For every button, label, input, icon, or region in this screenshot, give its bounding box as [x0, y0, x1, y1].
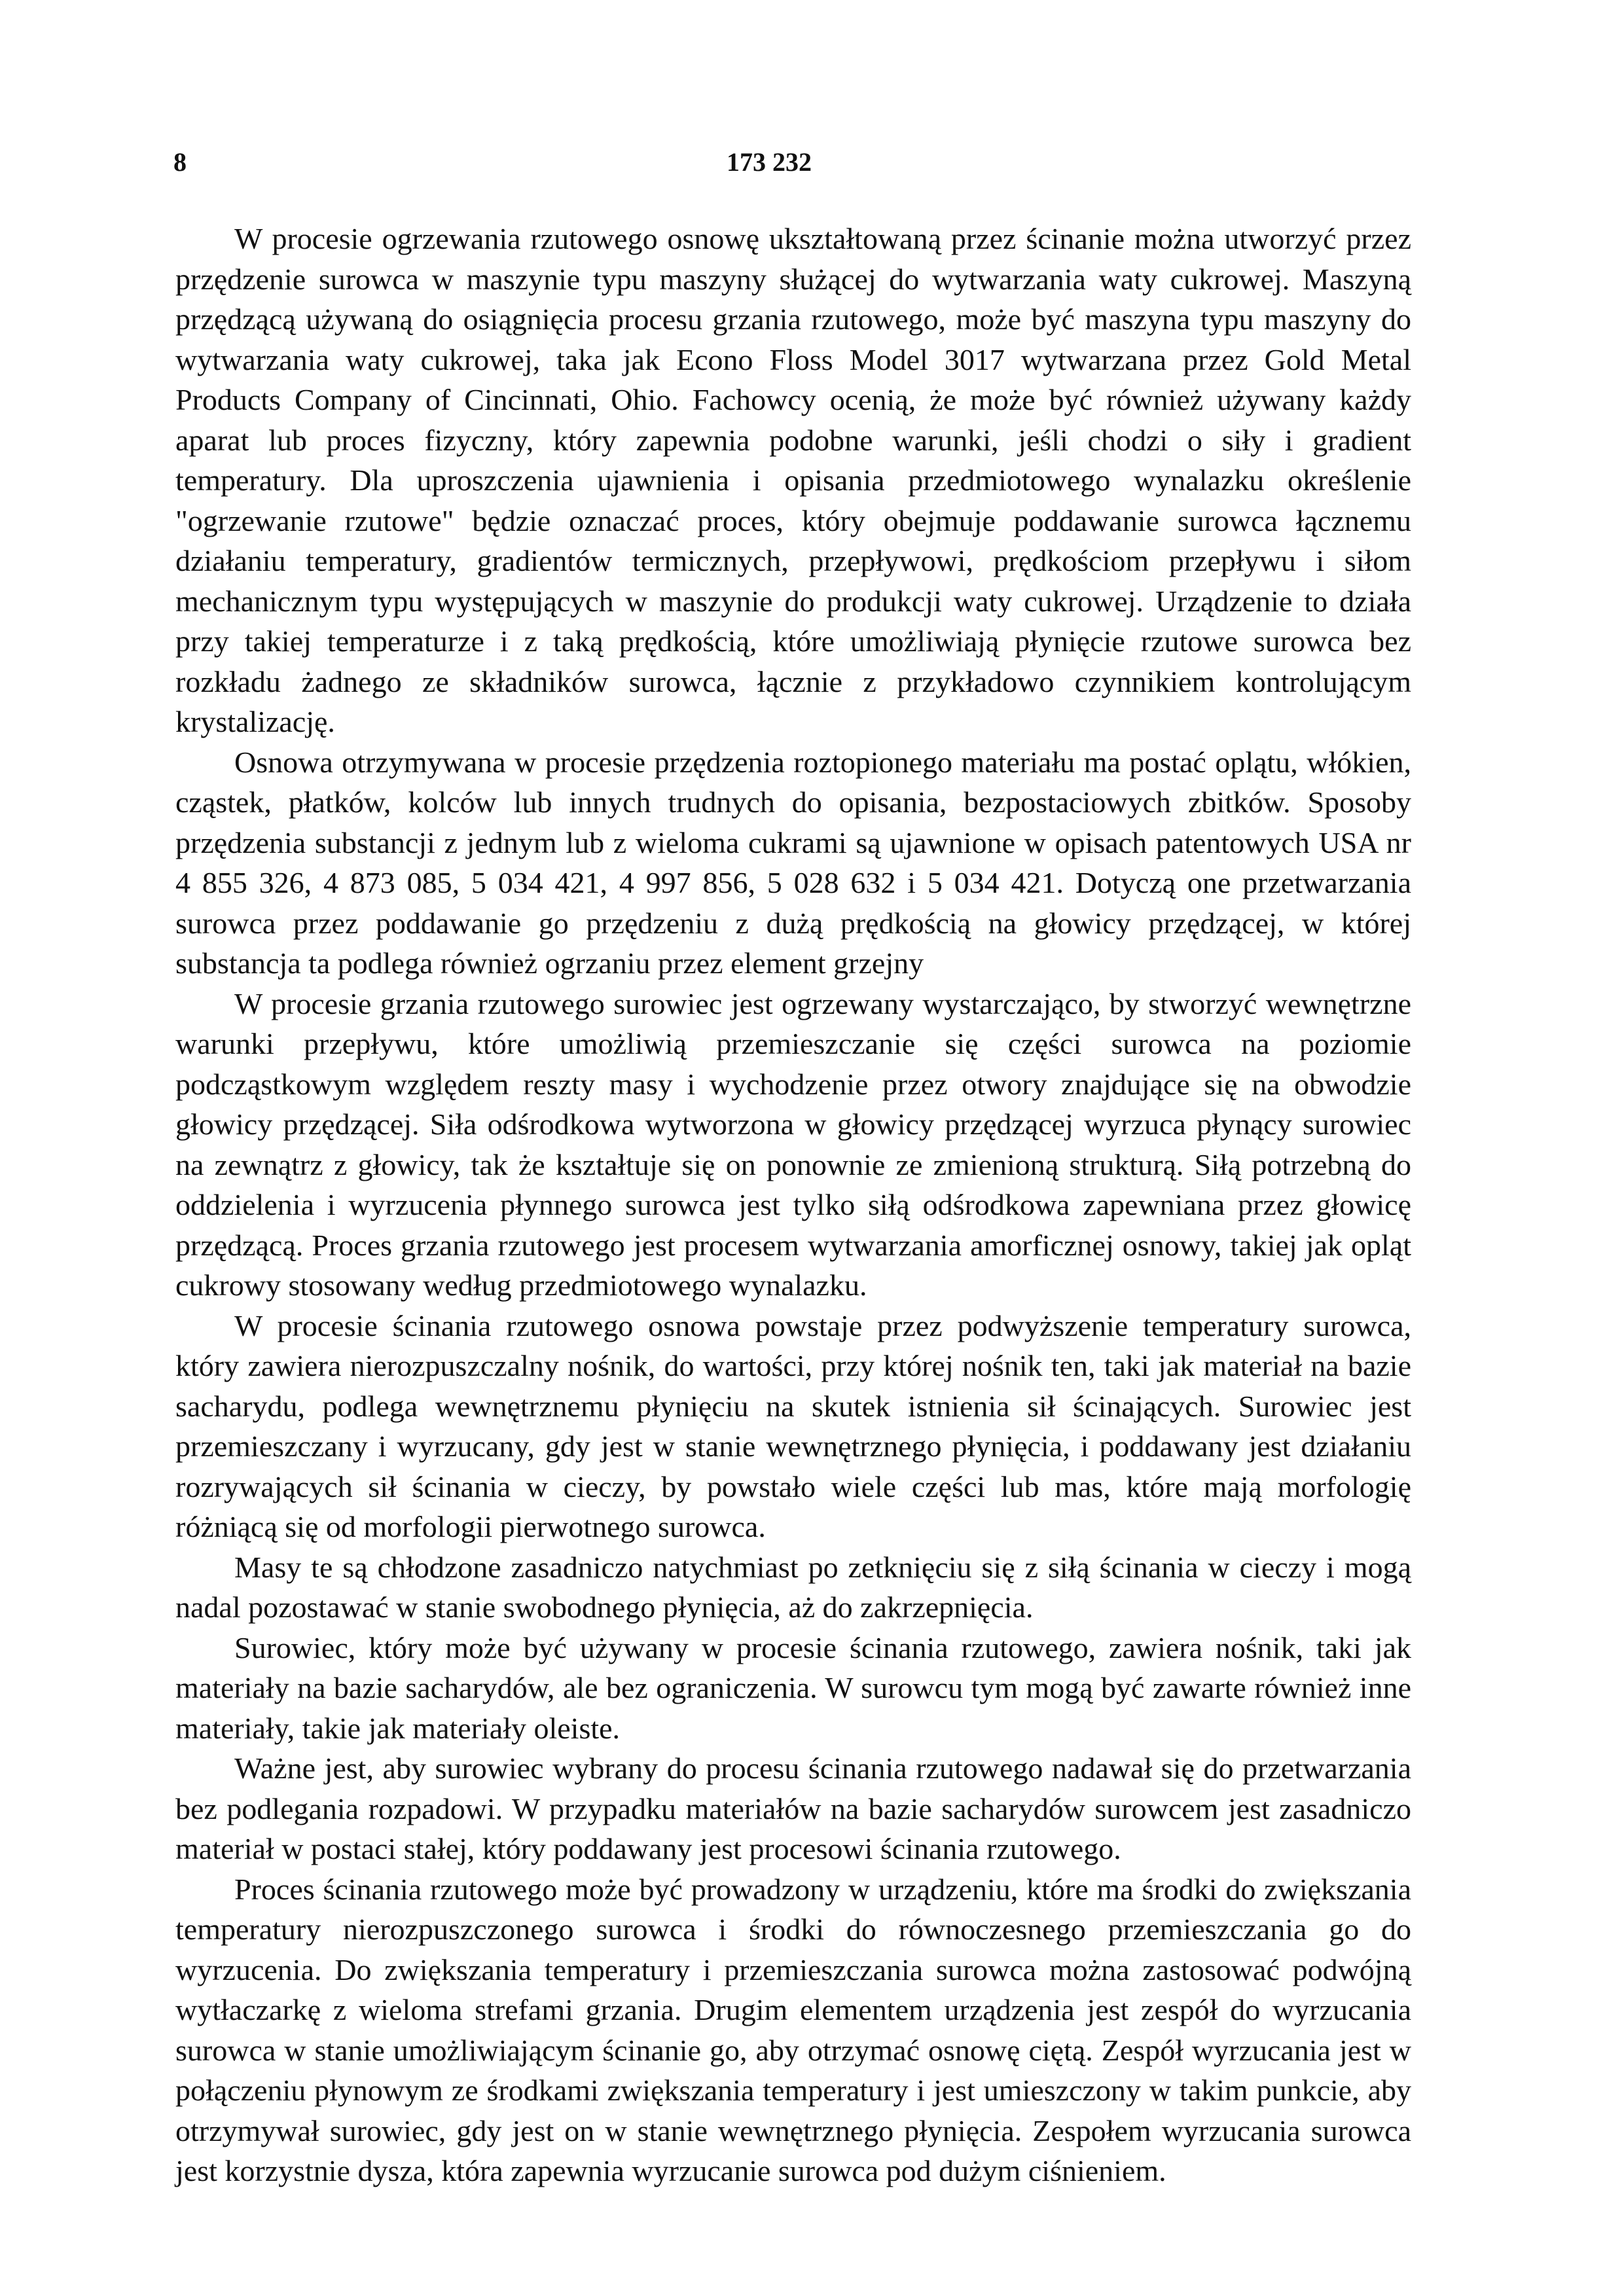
paragraph: Masy te są chłodzone zasadniczo natychmiast po zetknięciu się z siłą ścinania w cieczy i mogą nadal pozostawać w stanie swobodnego płynięcia, aż do zakrzepnięcia.: [175, 1550, 1411, 1624]
paragraph: Osnowa otrzymywana w procesie przędzenia roztopionego materiału ma postać oplątu, włókien, cząstek, płatków, kolców lub innych trudnych do opisania, bezpostaciowych zbitków. Sposoby przędzenia substancji z jednym lub z wieloma cukrami są ujawnione w opisach patentowych USA nr 4 855 326, 4 873 085, 5 034 421, 4 997 856, 5 028 632 i 5 034 421. Dotyczą one przetwarzania surowca przez poddawanie go przędzeniu z dużą prędkością na głowicy przędzącej, w której substancja ta podlega również ogrzaniu przez element grzejny: [175, 745, 1411, 980]
body-text: [175, 219, 1411, 2191]
paragraph: W procesie ogrzewania rzutowego osnowę ukształtowaną przez ścinanie można utworzyć przez przędzenie surowca w maszynie typu maszyny służącej do wytwarzania waty cukrowej. Maszyną przędzącą używaną do osiągnięcia procesu grzania rzutowego, może być maszyna typu maszyny do wytwarzania waty cukrowej, taka jak Econo Floss Model 3017 wytwarzana przez Gold Metal Products Company of Cincinnati, Ohio. Fachowcy ocenią, że może być również używany każdy aparat lub proces fizyczny, który zapewnia podobne warunki, jeśli chodzi o siły i gradient temperatury. Dla uproszczenia ujawnienia i opisania przedmiotowego wynalazku określenie "ogrzewanie rzutowe" będzie oznaczać proces, który obejmuje poddawanie surowca łącznemu działaniu temperatury, gradientów termicznych, przepływowi, prędkościom przepływu i siłom mechanicznym typu występujących w maszynie do produkcji waty cukrowej. Urządzenie to działa przy takiej temperaturze i z taką prędkością, które umożliwiają płynięcie rzutowe surowca bez rozkładu żadnego ze składników surowca, łącznie z przykładowo czynnikiem kontrolującym krystalizację.: [175, 222, 1411, 738]
paragraph: Ważne jest, aby surowiec wybrany do procesu ścinania rzutowego nadawał się do przetwarzania bez podlegania rozpadowi. W przypadku materiałów na bazie sacharydów surowcem jest zasadniczo materiał w postaci stałej, który poddawany jest procesowi ścinania rzutowego.: [175, 1751, 1411, 1865]
paragraph: Proces ścinania rzutowego może być prowadzony w urządzeniu, które ma środki do zwiększania temperatury nierozpuszczonego surowca i środki do równoczesnego przemieszczania go do wyrzucenia. Do zwiększania temperatury i przemieszczania surowca można zastosować podwójną wytłaczarkę z wieloma strefami grzania. Drugim elementem urządzenia jest zespół do wyrzucania surowca w stanie umożliwiającym ścinanie go, aby otrzymać osnowę ciętą. Zespół wyrzucania jest w połączeniu płynowym ze środkami zwiększania temperatury i jest umieszczony w takim punkcie, aby otrzymywał surowiec, gdy jest on w stanie wewnętrznego płynięcia. Zespołem wyrzucania surowca jest korzystnie dysza, która zapewnia wyrzucanie surowca pod dużym ciśnieniem.: [175, 1872, 1411, 2187]
paragraph: W procesie ścinania rzutowego osnowa powstaje przez podwyższenie temperatury surowca, który zawiera nierozpuszczalny nośnik, do wartości, przy której nośnik ten, taki jak materiał na bazie sacharydu, podlega wewnętrznemu płynięciu na skutek istnienia sił ścinających. Surowiec jest przemieszczany i wyrzucany, gdy jest w stanie wewnętrznego płynięcia, i poddawany jest działaniu rozrywających sił ścinania w cieczy, by powstało wiele części lub mas, które mają morfologię różniącą się od morfologii pierwotnego surowca.: [175, 1308, 1411, 1543]
document-number: 173 232: [727, 147, 812, 177]
page-number: 8: [173, 147, 187, 177]
paragraph: W procesie grzania rzutowego surowiec jest ogrzewany wystarczająco, by stworzyć wewnętrzne warunki przepływu, które umożliwią przemieszczanie się części surowca na poziomie podcząstkowym względem reszty masy i wychodzenie przez otwory znajdujące się na obwodzie głowicy przędzącej. Siła odśrodkowa wytworzona w głowicy przędzącej wyrzuca płynący surowiec na zewnątrz z głowicy, tak że kształtuje się on ponownie ze zmienioną strukturą. Siłą potrzebną do oddzielenia i wyrzucenia płynnego surowca jest tylko siłą odśrodkowa zapewniana przez głowicę przędzącą. Proces grzania rzutowego jest procesem wytwarzania amorficznej osnowy, takiej jak opląt cukrowy stosowany według przedmiotowego wynalazku.: [175, 986, 1411, 1302]
paragraph: Surowiec, który może być używany w procesie ścinania rzutowego, zawiera nośnik, taki jak materiały na bazie sacharydów, ale bez ograniczenia. W surowcu tym mogą być zawarte również inne materiały, takie jak materiały oleiste.: [175, 1630, 1411, 1745]
page-header: [173, 147, 1286, 186]
